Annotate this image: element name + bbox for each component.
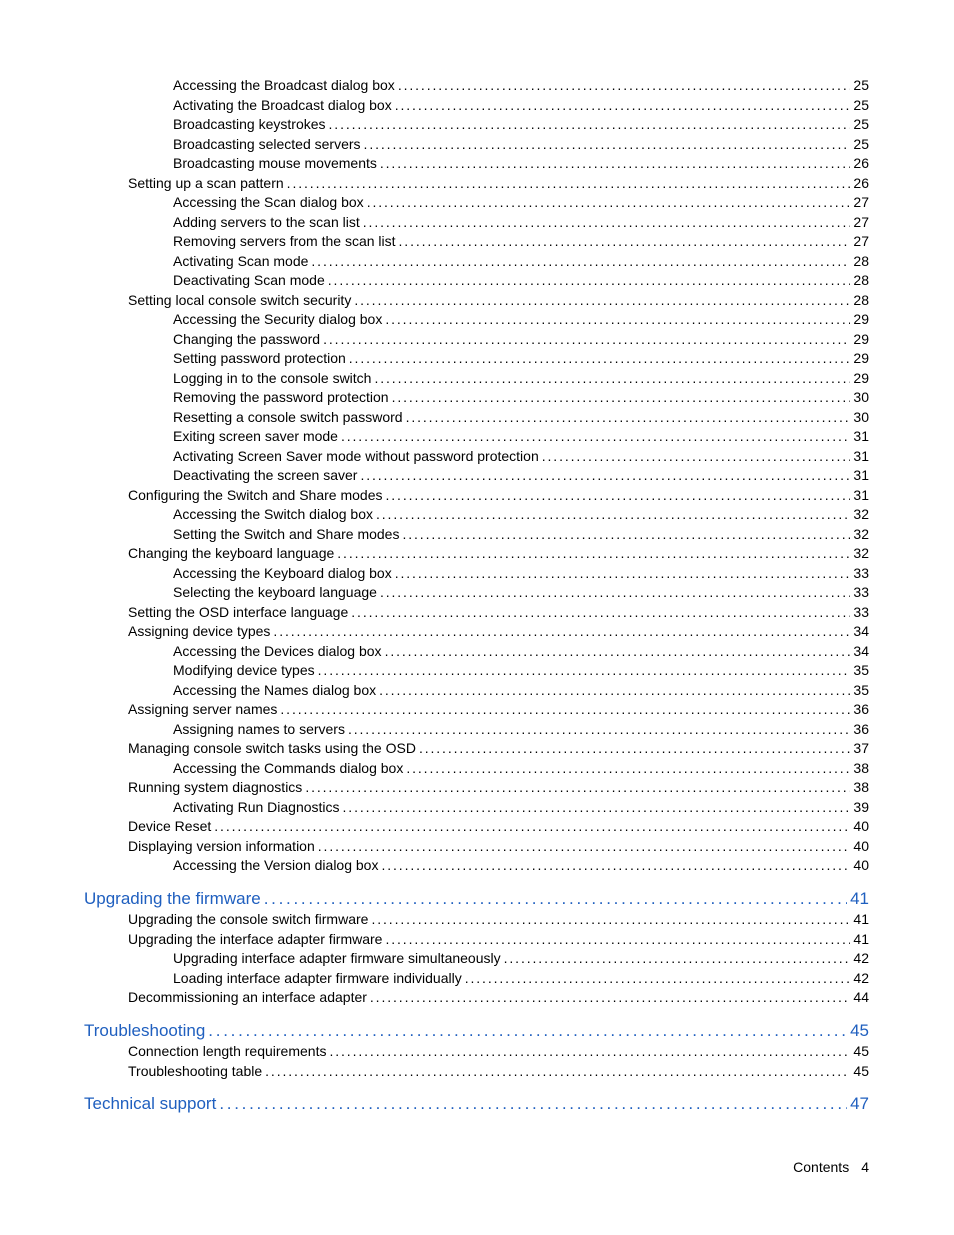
toc-entry-title: Setting up a scan pattern (128, 174, 284, 191)
toc-entry-page-number: 42 (853, 950, 869, 966)
toc-entry-page-number: 33 (853, 564, 869, 581)
dot-leader (385, 930, 850, 948)
toc-entry-title: Upgrading the interface adapter firmware (128, 930, 383, 947)
toc-entry-link[interactable] (128, 603, 869, 621)
toc-entry-page-number: 45 (850, 1020, 869, 1040)
toc-entry-link[interactable] (173, 856, 869, 874)
toc-entry-page-number: 38 (853, 779, 869, 795)
toc-chapter-link[interactable] (84, 888, 869, 910)
toc-entry-title: Connection length requirements (128, 1043, 327, 1059)
toc-entry-link[interactable] (173, 310, 869, 328)
dot-leader (406, 408, 851, 426)
toc-entry-title: Upgrading the firmware (84, 888, 261, 908)
dot-leader (318, 661, 851, 679)
toc-entry-title: Assigning server names (128, 701, 278, 717)
toc-entry-page-number: 37 (853, 740, 869, 756)
toc-entry-link[interactable] (128, 1042, 869, 1060)
page-footer (700, 1158, 869, 1176)
toc-entry-page-number: 41 (853, 911, 869, 927)
dot-leader (380, 583, 850, 601)
toc-entry-title: Modifying device types (173, 662, 315, 678)
toc-entry-title: Configuring the Switch and Share modes (128, 486, 383, 503)
toc-entry-link[interactable] (173, 642, 869, 660)
toc-entry-page-number: 25 (853, 135, 869, 152)
toc-entry-title: Accessing the Commands dialog box (173, 759, 404, 776)
toc-entry-link[interactable] (128, 174, 869, 192)
toc-entry-page-number: 36 (853, 720, 869, 737)
toc-entry-title: Upgrading interface adapter firmware simultaneously (173, 950, 501, 966)
toc-entry-link[interactable] (173, 96, 869, 114)
toc-entry-page-number: 31 (853, 486, 869, 503)
toc-entry-page-number: 25 (853, 116, 869, 132)
toc-entry-link[interactable] (173, 388, 869, 406)
dot-leader (364, 135, 851, 153)
toc-entry-page-number: 44 (853, 989, 869, 1005)
dot-leader (385, 486, 850, 504)
toc-entry-link[interactable] (173, 447, 869, 465)
dot-leader (208, 1020, 847, 1042)
toc-entry-link[interactable] (173, 232, 869, 250)
footer-section-label: Contents (793, 1159, 850, 1175)
toc-entry-title: Accessing the Keyboard dialog box (173, 564, 392, 581)
toc-entry-title: Broadcasting selected servers (173, 135, 361, 152)
toc-entry-page-number: 39 (853, 798, 869, 815)
dot-leader (381, 856, 850, 874)
dot-leader (360, 466, 850, 484)
dot-leader (398, 76, 851, 94)
toc-entry-title: Accessing the Broadcast dialog box (173, 77, 395, 93)
toc-entry-link[interactable] (173, 349, 869, 367)
toc-entry-link[interactable] (173, 76, 869, 94)
dot-leader (328, 271, 851, 289)
toc-entry-title: Broadcasting keystrokes (173, 116, 326, 132)
toc-entry-page-number: 29 (853, 311, 869, 327)
toc-entry-page-number: 40 (853, 837, 869, 854)
toc-entry-page-number: 28 (853, 252, 869, 269)
toc-entry-title: Activating Run Diagnostics (173, 798, 340, 815)
dot-leader (337, 544, 850, 562)
toc-entry-title: Troubleshooting table (128, 1062, 263, 1079)
toc-entry-title: Accessing the Scan dialog box (173, 194, 364, 210)
toc-entry-page-number: 25 (853, 77, 869, 93)
toc-entry-page-number: 26 (853, 155, 869, 171)
dot-leader (504, 949, 851, 967)
toc-entry-link[interactable] (128, 486, 869, 504)
toc-entry-link[interactable] (173, 466, 869, 484)
toc-entry-link[interactable] (128, 700, 869, 718)
toc-entry-title: Changing the password (173, 330, 321, 347)
toc-entry-title: Device Reset (128, 818, 212, 834)
dot-leader (395, 564, 851, 582)
toc-entry-page-number: 35 (853, 681, 869, 698)
toc-entry-page-number: 32 (853, 525, 869, 542)
toc-chapter-link[interactable] (84, 1093, 869, 1115)
toc-chapter-link[interactable] (84, 1020, 869, 1042)
toc-entry-page-number: 33 (853, 584, 869, 600)
dot-leader (354, 291, 850, 309)
toc-entry-link[interactable] (173, 969, 869, 987)
toc-entry-link[interactable] (128, 778, 869, 796)
toc-entry-title: Setting local console switch security (128, 291, 352, 308)
toc-entry-page-number: 27 (853, 194, 869, 210)
footer-page-number: 4 (861, 1159, 869, 1175)
dot-leader (265, 1062, 850, 1080)
dot-leader (379, 681, 850, 699)
dot-leader (214, 817, 850, 835)
dot-leader (323, 330, 850, 348)
toc-entry-title: Resetting a console switch password (173, 408, 403, 425)
toc-entry-page-number: 28 (853, 272, 869, 288)
dot-leader (395, 96, 851, 114)
dot-leader (399, 232, 851, 250)
dot-leader (273, 622, 850, 640)
toc-entry-title: Setting the Switch and Share modes (173, 525, 400, 542)
toc-entry-link[interactable] (173, 252, 869, 270)
toc-entry-page-number: 27 (853, 233, 869, 249)
dot-leader (367, 193, 851, 211)
dot-leader (264, 888, 847, 910)
toc-entry-link[interactable] (173, 525, 869, 543)
toc-entry-link[interactable] (128, 930, 869, 948)
toc-entry-page-number: 30 (853, 408, 869, 425)
dot-leader (219, 1093, 847, 1115)
toc-entry-link[interactable] (128, 622, 869, 640)
dot-leader (341, 427, 850, 445)
toc-entry-title: Decommissioning an interface adapter (128, 989, 367, 1005)
toc-entry-title: Accessing the Version dialog box (173, 857, 379, 873)
dot-leader (348, 720, 850, 738)
toc-entry-link[interactable] (128, 837, 869, 855)
toc-entry-link[interactable] (173, 271, 869, 289)
toc-entry-page-number: 42 (853, 969, 869, 986)
toc-entry-title: Deactivating the screen saver (173, 467, 358, 483)
toc-entry-link[interactable] (173, 135, 869, 153)
toc-entry-link[interactable] (128, 739, 869, 757)
toc-entry-title: Setting password protection (173, 350, 346, 366)
toc-entry-page-number: 36 (853, 701, 869, 717)
toc-entry-page-number: 34 (853, 642, 869, 659)
toc-entry-page-number: 28 (853, 291, 869, 308)
toc-entry-page-number: 32 (853, 506, 869, 522)
toc-entry-link[interactable] (128, 1062, 869, 1080)
toc-entry-link[interactable] (173, 115, 869, 133)
toc-entry-link[interactable] (173, 408, 869, 426)
toc-entry-title: Activating Scan mode (173, 252, 309, 269)
dot-leader (311, 252, 850, 270)
dot-leader (406, 759, 850, 777)
toc-entry-title: Setting the OSD interface language (128, 603, 349, 620)
dot-leader (385, 310, 850, 328)
dot-leader (349, 349, 851, 367)
toc-entry-page-number: 27 (853, 213, 869, 230)
toc-entry-title: Deactivating Scan mode (173, 272, 325, 288)
toc-entry-title: Accessing the Switch dialog box (173, 506, 373, 522)
toc-entry-page-number: 31 (853, 428, 869, 444)
toc-entry-title: Removing servers from the scan list (173, 233, 396, 249)
toc-entry-page-number: 29 (853, 330, 869, 347)
dot-leader (370, 988, 851, 1006)
toc-entry-title: Troubleshooting (84, 1020, 206, 1040)
dot-leader (385, 642, 851, 660)
toc-entry-page-number: 41 (853, 930, 869, 947)
toc-entry-page-number: 34 (853, 623, 869, 639)
toc-entry-page-number: 31 (853, 447, 869, 464)
toc-entry-title: Accessing the Names dialog box (173, 681, 377, 698)
dot-leader (363, 213, 851, 231)
dot-leader (287, 174, 851, 192)
toc-entry-page-number: 29 (853, 350, 869, 366)
toc-entry-title: Assigning names to servers (173, 720, 345, 737)
dot-leader (329, 115, 851, 133)
dot-leader (419, 739, 850, 757)
dot-leader (392, 388, 851, 406)
toc-entry-title: Accessing the Security dialog box (173, 311, 383, 327)
toc-entry-page-number: 45 (853, 1062, 869, 1079)
toc-entry-title: Running system diagnostics (128, 779, 303, 795)
toc-entry-title: Selecting the keyboard language (173, 584, 377, 600)
toc-entry-page-number: 32 (853, 545, 869, 561)
toc-entry-page-number: 33 (853, 603, 869, 620)
toc-entry-link[interactable] (173, 564, 869, 582)
dot-leader (280, 700, 850, 718)
dot-leader (402, 525, 850, 543)
toc-entry-link[interactable] (173, 154, 869, 172)
toc-entry-link[interactable] (128, 910, 869, 928)
toc-entry-title: Loading interface adapter firmware individually (173, 969, 462, 986)
dot-leader (371, 910, 850, 928)
toc-entry-page-number: 26 (853, 174, 869, 191)
toc-entry-title: Exiting screen saver mode (173, 428, 338, 444)
toc-entry-title: Logging in to the console switch (173, 369, 372, 386)
toc-entry-title: Adding servers to the scan list (173, 213, 360, 230)
dot-leader (343, 798, 851, 816)
toc-entry-link[interactable] (128, 988, 869, 1006)
toc-entry-title: Upgrading the console switch firmware (128, 911, 369, 927)
toc-entry-title: Displaying version information (128, 837, 315, 854)
toc-entry-page-number: 45 (853, 1043, 869, 1059)
toc-entry-link[interactable] (173, 427, 869, 445)
dot-leader (329, 1042, 850, 1060)
toc-entry-page-number: 40 (853, 818, 869, 834)
dot-leader (351, 603, 850, 621)
toc-entry-link[interactable] (173, 661, 869, 679)
toc-entry-link[interactable] (173, 949, 869, 967)
dot-leader (380, 154, 851, 172)
toc-entry-link[interactable] (173, 720, 869, 738)
toc-entry-link[interactable] (173, 681, 869, 699)
dot-leader (318, 837, 851, 855)
toc-entry-link[interactable] (173, 369, 869, 387)
dot-leader (542, 447, 851, 465)
toc-entry-link[interactable] (173, 798, 869, 816)
toc-entry-title: Changing the keyboard language (128, 545, 335, 561)
toc-entry-page-number: 47 (850, 1094, 869, 1113)
toc-entry-page-number: 35 (853, 662, 869, 678)
dot-leader (376, 505, 850, 523)
toc-entry-link[interactable] (173, 330, 869, 348)
toc-entry-link[interactable] (128, 291, 869, 309)
dot-leader (374, 369, 850, 387)
toc-entry-link[interactable] (173, 505, 869, 523)
toc-entry-link[interactable] (128, 817, 869, 835)
toc-entry-title: Technical support (84, 1094, 217, 1113)
toc-entry-page-number: 38 (853, 759, 869, 776)
dot-leader (305, 778, 850, 796)
toc-entry-title: Assigning device types (128, 623, 271, 639)
toc-entry-page-number: 25 (853, 96, 869, 113)
toc-entry-link[interactable] (173, 759, 869, 777)
toc-entry-title: Broadcasting mouse movements (173, 155, 377, 171)
toc-entry-page-number: 29 (853, 369, 869, 386)
toc-entry-link[interactable] (173, 193, 869, 211)
toc-entry-title: Activating Screen Saver mode without password protection (173, 447, 539, 464)
toc-entry-link[interactable] (173, 583, 869, 601)
dot-leader (465, 969, 851, 987)
toc-entry-title: Activating the Broadcast dialog box (173, 96, 392, 113)
toc-entry-title: Managing console switch tasks using the OSD (128, 740, 416, 756)
toc-entry-page-number: 31 (853, 467, 869, 483)
toc-entry-link[interactable] (128, 544, 869, 562)
toc-entry-link[interactable] (173, 213, 869, 231)
toc-entry-page-number: 40 (853, 857, 869, 873)
toc-entry-title: Accessing the Devices dialog box (173, 642, 382, 659)
toc-entry-title: Removing the password protection (173, 389, 389, 405)
toc-entry-page-number: 41 (850, 888, 869, 908)
toc-entry-page-number: 30 (853, 389, 869, 405)
